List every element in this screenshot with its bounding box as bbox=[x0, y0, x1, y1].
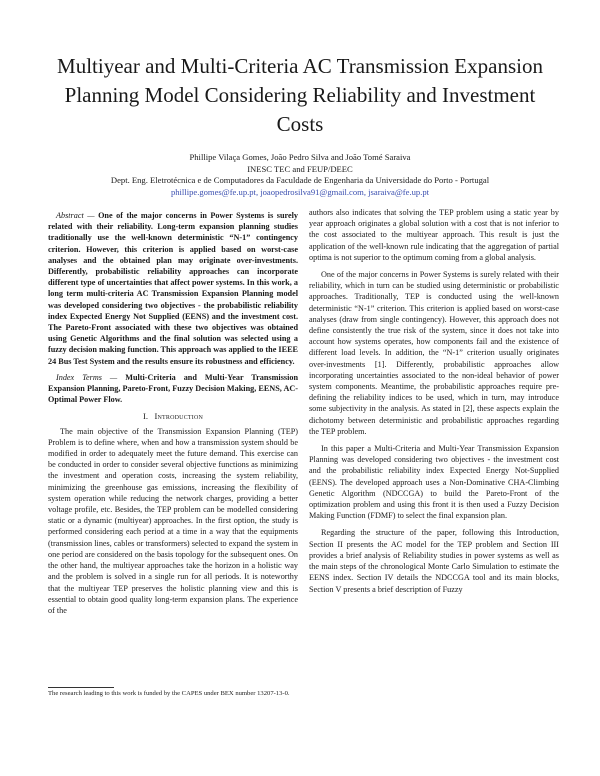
section-title: Introduction bbox=[154, 411, 204, 422]
abstract-text: One of the major concerns in Power Systems is surely related with their reliability. Long-term expansion planning studies traditionally use the well-known deterministic “N-1” contingency criterion. However, this criterion is applied based on worst-case analyses and the obtained plan may originate over-investments. Differently, probabilistic reliability approaches can incorporate different type of uncertainties that affect power systems. In this work, a long term multi-criteria AC Transmission Expansion Planning model was developed considering two objectives - the probabilistic reliability index Expected Energy Not Supplied (EENS) and the investment cost. The Pareto-Front associated with these two objectives was obtained using Genetic Algorithms and the final solution was selected using a fuzzy decision making function. This approach was applied to the IEEE 24 Bus Test System and the results ensure its robustness and efficiency. bbox=[48, 211, 298, 366]
section-heading bbox=[48, 411, 298, 422]
abstract-label: Abstract — bbox=[56, 211, 95, 220]
paragraph-approach: In this paper a Multi-Criteria and Multi-Year Transmission Expansion Planning was developed considering two objectives - the investment cost and the probabilistic reliability index Expected Energy Not-Supplied (EENS). The developed approach uses a Non-Dominative CHA-Climbing Genetic Algorithm (NDCCGA) to build the Pareto-Front of the optimization problem and using this front it is then used a Fuzzy Decision Making Function (FDMF) to select the final expansion plan. bbox=[309, 444, 559, 521]
author-emails[interactable]: phillipe.gomes@fe.up.pt, joaopedrosilva91@gmail.com, jsaraiva@fe.up.pt bbox=[170, 186, 430, 197]
index-terms-text: Multi-Criteria and Multi-Year Transmission Expansion Planning, Pareto-Front, Fuzzy Decision Making, EENS, AC-Optimal Power Flow. bbox=[48, 372, 299, 405]
right-column bbox=[309, 207, 559, 595]
paragraph-reliability: One of the major concerns in Power Systems is surely related with their reliability, which in turn can be studied using deterministic or probabilistic approaches. Traditionally, TEP is conducted using the well-known deterministic “N-1” criterion. This criterion is applied based on worst-case analyses (draw from single contingency). However, this approach does not define consistently the true risk of the system, since it does not take into account how systems operates, how components fail and the existence of different load levels. In addition, the “N-1” criterion usually originates over-investments [1]. Differently, probabilistic approaches allow incorporating uncertainties associated to the non-ideal behavior of power system components. Meantime, the probabilistic approaches require pre-defining the reliability indices to be used, which in turn, may introduce some subjectivity in the analysis. As stated in [2], these aspects explain the dichotomy between deterministic and probabilistic approaches regarding the TEP problem. bbox=[309, 270, 559, 436]
section-number: I. bbox=[142, 411, 148, 422]
paper-title: Multiyear and Multi-Criteria AC Transmission Expansion Planning Model Considering Reliability and Investment Costs bbox=[57, 54, 543, 136]
paragraph-continued: authors also indicates that solving the TEP problem using a static year by year approach originates a global solution with a cost that is not inferior to the cost associated to the multiyear approach. This result is just the application of the well-known rule indicating that the aggregation of partial optima is not superior to the optimum coming from a global analysis. bbox=[309, 208, 559, 262]
institute: INESC TEC and FEUP/DEEC bbox=[247, 163, 353, 174]
author-block bbox=[40, 152, 560, 198]
affiliation: Dept. Eng. Eletrotécnica e de Computadores da Faculdade de Engenharia da Universidade do Porto - Portugal bbox=[110, 175, 490, 185]
footnote-rule bbox=[48, 687, 114, 688]
index-terms bbox=[48, 372, 298, 406]
left-column bbox=[48, 210, 298, 616]
author-names: Phillipe Vilaça Gomes, João Pedro Silva and João Tomé Saraiva bbox=[189, 152, 411, 162]
index-terms-label: Index Terms — bbox=[56, 372, 118, 382]
abstract bbox=[48, 210, 298, 367]
paragraph-structure: Regarding the structure of the paper, following this Introduction, Section II presents the AC model for the TEP problem and Section III provides a brief analysis of Reliability studies in power systems as well as the main steps of the chronological Monte Carlo Simulation to estimate the EENS index. Section IV details the NDCCGA tool and its main blocks, Section V presents a brief description of Fuzzy bbox=[309, 528, 559, 594]
footnote: The research leading to this work is funded by the CAPES under BEX number 13207-13-0. bbox=[48, 690, 290, 697]
intro-paragraph: The main objective of the Transmission Expansion Planning (TEP) Problem is to define where, when and how a transmission system should be modified in order to adequately meet the future demand. This exercise can be conducted in order to consider several objective functions as minimizing the investment and operation costs, increasing the system reliability, minimizing the greenhouse gas emissions, increasing the flexibility of system operation while reducing the network charges, providing a better voltage profile, etc. Besides, the TEP problem can be modelled considering static or a dynamic (multiyear) approaches. In the first option, the study is performed considering each period at a time in a way that the equipments (transmission lines, cables or transformers) selected to expand the system in one period are considered on the basis topology for the subsequent ones. On the other hand, the multiyear approaches take the horizon in a holistic way and the problem is solved in a single run for all periods. It is noteworthy that the multiyear TEP preserves the holistic planning view and this is essential to obtain good quality long-term expansion plans. The experience of the bbox=[48, 426, 298, 615]
